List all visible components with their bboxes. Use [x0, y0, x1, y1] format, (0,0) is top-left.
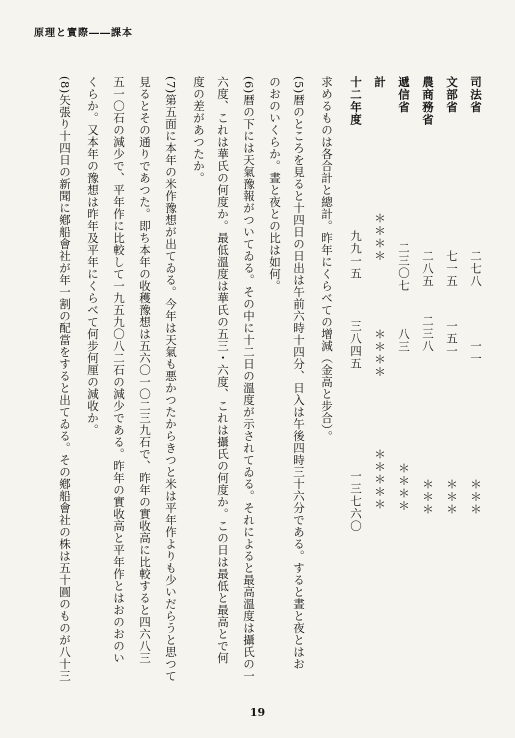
- table-cell: ＊＊＊＊: [397, 462, 411, 512]
- table-cell: 九九一五: [349, 230, 363, 280]
- table-cell: 二七八: [469, 250, 483, 288]
- table-cell: 二三八: [421, 315, 435, 353]
- text-line: (6)暦の下には天氣豫報がついてゐる。その中に十二日の溫度が示されてゐる。それによると最高溫度は攝氏の一: [242, 76, 256, 682]
- table-cell: ＊＊＊＊: [373, 328, 387, 378]
- table-cell: 二八五: [421, 250, 435, 288]
- page-number: 19: [249, 706, 266, 719]
- table-row-label: 十二年度: [349, 76, 363, 126]
- table-cell: ＊＊＊＊: [373, 212, 387, 262]
- table-cell: ＊＊＊＊＊: [373, 448, 387, 511]
- table-cell: 一三七六〇: [349, 470, 363, 533]
- text-line: 度の差があつたか。: [192, 76, 206, 184]
- table-cell: 三八四五: [349, 320, 363, 370]
- table-cell: 一一: [469, 340, 483, 365]
- table-row-label: 文部省: [445, 76, 459, 114]
- table-row-label: 遞信省: [397, 76, 411, 114]
- table-row-label: 計: [373, 76, 387, 89]
- text-line: (7)第五面に本年の米作豫想が出てゐる。今年は天氣も悪かつたからきつと米は平年作よりも少いだらうと思つて: [164, 76, 178, 682]
- table-cell: 七一五: [445, 250, 459, 288]
- table-row-label: 農商務省: [421, 76, 435, 126]
- table-cell: 八三: [397, 328, 411, 353]
- table-cell: ＊＊＊: [445, 478, 459, 516]
- running-header: 原理と實際――課本: [34, 28, 133, 39]
- table-cell: 一五一: [445, 320, 459, 358]
- text-line: くらか。又本年の豫想は昨年及平年にくらべて何步何厘の減收か。: [86, 76, 100, 436]
- text-line: 見るとその通りであつた。即ち本年の收穫豫想は五六〇一〇二三九石で、昨年の實收高に比較すると四六八三: [138, 76, 152, 664]
- text-line: (5)暦のところを見ると十四日の日出は午前六時十四分、日入は午後四時三十六分である。すると晝と夜とはお: [292, 76, 306, 670]
- text-line: 六度、これは華氏の何度か。最低溫度は華氏の五三・六度、これは攝氏の何度か。この日は最低と最高とで何: [216, 76, 230, 664]
- text-line: のおのいくらか。晝と夜との比は如何。: [268, 76, 282, 292]
- text-line: 五一〇石の減少で、平年作に比較して一九五九〇八二石の減少である。昨年の實收高と平年作とはおのおのい: [112, 76, 126, 664]
- table-cell: ＊＊＊: [469, 478, 483, 516]
- text-line: 求めるものは各合計と總計。昨年にくらべての增減（金高と步合）。: [320, 76, 334, 443]
- table-cell: ＊＊＊: [421, 478, 435, 516]
- table-cell: 二三〇七: [397, 242, 411, 292]
- table-row-label: 司法省: [469, 76, 483, 114]
- text-line: (8)矢張り十四日の新聞に鄕船會社が年一割の配當をすると出てゐる。その鄕船會社の株は五十圓のものが八十三: [58, 76, 72, 682]
